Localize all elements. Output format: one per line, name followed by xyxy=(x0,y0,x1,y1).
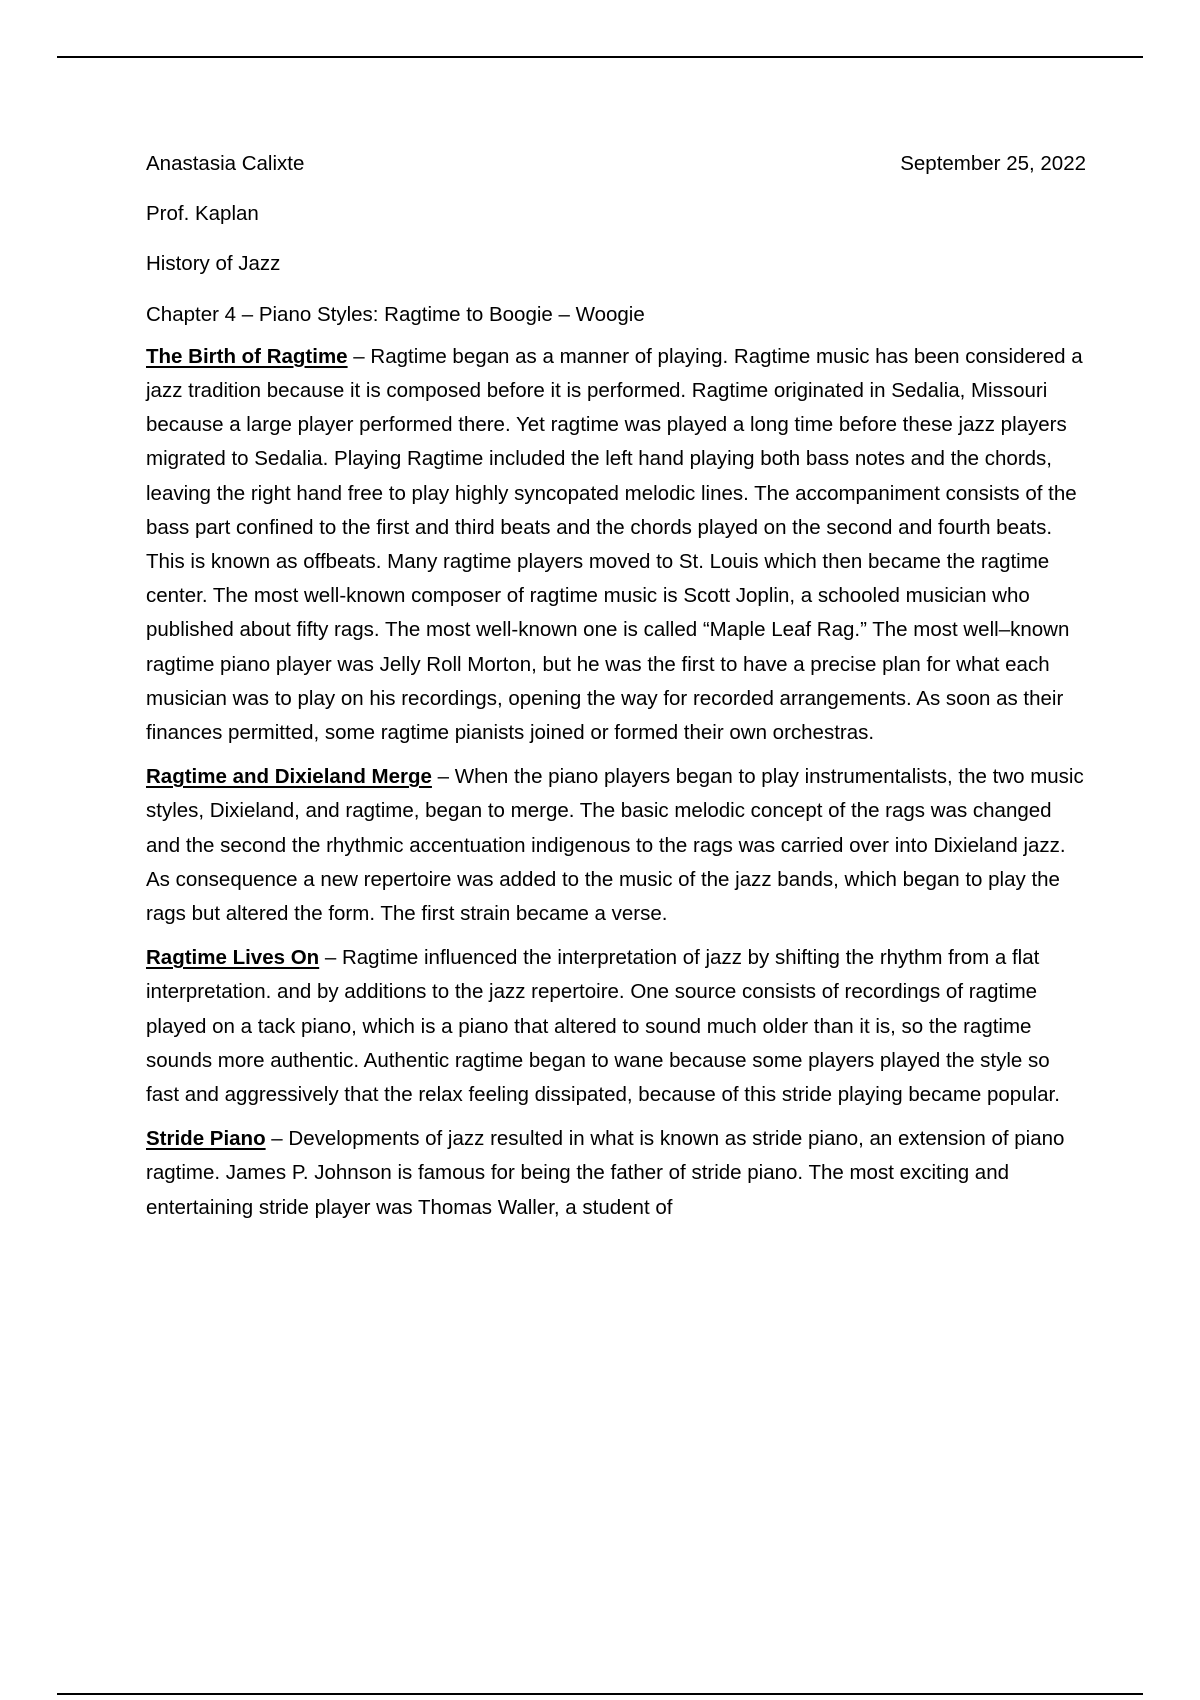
section-heading: Stride Piano xyxy=(146,1127,266,1151)
section-birth-of-ragtime xyxy=(146,340,1086,750)
document-header xyxy=(146,147,1086,181)
chapter-title: Chapter 4 – Piano Styles: Ragtime to Boogie – Woogie xyxy=(146,302,645,326)
section-separator: – xyxy=(265,1127,289,1151)
section-separator: – xyxy=(347,344,371,368)
professor-name: Prof. Kaplan xyxy=(146,202,259,226)
section-body: Developments of jazz resulted in what is known as stride piano, an extension of piano ragtime. James P. Johnson is famous for being the father of stride piano. The most exciting and entertaining stride player was Thomas Waller, a student of xyxy=(146,1127,1065,1219)
section-ragtime-lives-on xyxy=(146,941,1086,1112)
section-heading: The Birth of Ragtime xyxy=(146,344,348,368)
section-heading: Ragtime Lives On xyxy=(146,946,320,970)
document-body xyxy=(146,147,1086,1235)
section-separator: – xyxy=(431,765,455,789)
author-name: Anastasia Calixte xyxy=(146,152,305,175)
section-body: When the piano players began to play instrumentalists, the two music styles, Dixieland, and ragtime, began to merge. The basic melodic concept of the rags was changed and the second the rhythmic accentuation indigenous to the rags was carried over into Dixieland jazz. As consequence a new repertoire was added to the music of the jazz bands, which began to play the rags but altered the form. The first strain became a verse. xyxy=(146,765,1084,926)
course-name: History of Jazz xyxy=(146,252,281,276)
section-stride-piano xyxy=(146,1122,1086,1225)
section-body: Ragtime influenced the interpretation of jazz by shifting the rhythm from a flat interpretation. and by additions to the jazz repertoire. One source consists of recordings of ragtime played on a tack piano, which is a piano that altered to sound much older than it is, so the ragtime sounds more authentic. Authentic ragtime began to wane because some players played the style so fast and aggressively that the relax feeling dissipated, because of this stride playing became popular. xyxy=(146,946,1060,1107)
section-heading: Ragtime and Dixieland Merge xyxy=(146,765,432,789)
section-body: Ragtime began as a manner of playing. Ragtime music has been considered a jazz tradition because it is composed before it is performed. Ragtime originated in Sedalia, Missouri because a large player performed there. Yet ragtime was played a long time before these jazz players migrated to Sedalia. Playing Ragtime included the left hand playing both bass notes and the chords, leaving the right hand free to play highly syncopated melodic lines. The accompaniment consists of the bass part confined to the first and third beats and the chords played on the second and fourth beats. This is known as offbeats. Many ragtime players moved to St. Louis which then became the ragtime center. The most well-known composer of ragtime music is Scott Joplin, a schooled musician who published about fifty rags. The most well-known one is called “Maple Leaf Rag.” The most well–known ragtime piano player was Jelly Roll Morton, but he was the first to have a precise plan for what each musician was to play on his recordings, opening the way for recorded arrangements. As soon as their finances permitted, some ragtime pianists joined or formed their own orchestras. xyxy=(146,344,1083,745)
section-ragtime-dixieland-merge xyxy=(146,760,1086,931)
bottom-rule xyxy=(57,1693,1143,1695)
section-separator: – xyxy=(319,946,342,970)
top-rule xyxy=(57,56,1143,58)
document-date: September 25, 2022 xyxy=(900,152,1086,175)
